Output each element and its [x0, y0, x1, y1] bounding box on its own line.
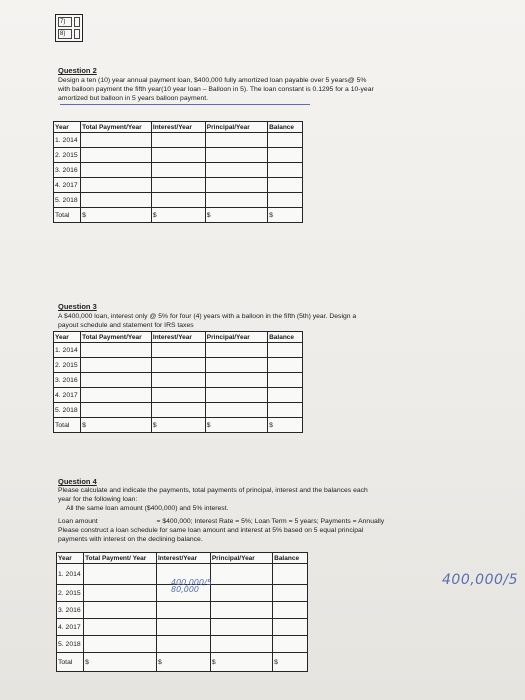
year-cell: 3. 2016 — [54, 163, 81, 178]
table-row — [54, 133, 303, 148]
handwritten-note-line: 80,000 — [171, 585, 199, 594]
year-cell: 2. 2015 — [54, 148, 81, 163]
total-interest-cell: $ — [151, 418, 205, 433]
loan-terms: = $400,000; Interest Rate = 5%; Loan Term = 5 years; Payments = Annually — [156, 518, 385, 525]
table-row — [54, 343, 303, 358]
handwritten-note-line: 400,000/5 — [171, 578, 212, 587]
total-payment-cell: $ — [84, 653, 157, 672]
total-label: Total — [54, 418, 81, 433]
total-interest-cell: $ — [151, 208, 205, 223]
col-interest-header: Interest/Year — [156, 553, 210, 564]
col-total-payment-header: Total Payment/ Year — [84, 553, 157, 564]
total-row — [57, 653, 308, 672]
question-3-line: payout schedule and statement for IRS taxes — [58, 322, 194, 329]
answer-box-table — [55, 14, 83, 42]
year-cell: 3. 2016 — [54, 373, 81, 388]
question-3-line: A $400,000 loan, interest only @ 5% for four (4) years with a balloon in the fifth (5th) year. Design a — [58, 313, 357, 320]
col-year-header: Year — [54, 122, 81, 133]
question-4-table — [56, 552, 308, 672]
year-cell: 2. 2015 — [54, 358, 81, 373]
question-2-title: Question 2 — [58, 66, 97, 75]
answer-row-label: 8) — [58, 29, 72, 39]
total-payment-cell: $ — [81, 208, 152, 223]
question-3-title: Question 3 — [58, 302, 97, 311]
question-3-table — [53, 331, 303, 433]
col-year-header: Year — [54, 332, 81, 343]
year-cell: 5. 2018 — [54, 403, 81, 418]
year-cell: 4. 2017 — [54, 388, 81, 403]
table-row — [57, 636, 308, 653]
question-2-text — [58, 76, 374, 103]
question-2-line: Design a ten (10) year annual payment loan, $400,000 fully amortized loan payable over 5 years@ 5% — [58, 77, 367, 84]
question-2-table — [53, 121, 303, 223]
year-cell: 4. 2017 — [54, 178, 81, 193]
year-cell: 5. 2018 — [54, 193, 81, 208]
answer-row-label: 7) — [58, 17, 72, 27]
total-balance-cell: $ — [268, 208, 303, 223]
year-cell: 1. 2014 — [54, 343, 81, 358]
table-row — [54, 388, 303, 403]
year-cell: 4. 2017 — [57, 619, 84, 636]
table-row — [54, 193, 303, 208]
table-row — [54, 163, 303, 178]
col-balance-header: Balance — [268, 122, 303, 133]
total-balance-cell: $ — [273, 653, 308, 672]
handwritten-margin-note: 400,000/5 — [442, 572, 519, 588]
total-principal-cell: $ — [205, 208, 267, 223]
question-2-line: amortized but balloon in 5 years balloon payment. — [58, 95, 208, 102]
loan-amount-label: Loan amount — [58, 518, 98, 525]
table-row — [54, 403, 303, 418]
question-4-line: Please construct a loan schedule for same loan amount and interest at 5% based on 5 equal principal — [58, 527, 364, 534]
total-payment-cell: $ — [81, 418, 152, 433]
col-principal-header: Principal/Year — [210, 553, 272, 564]
question-4-line: Please calculate and indicate the payments, total payments of principal, interest and the balances each — [58, 487, 368, 494]
question-3-text — [58, 312, 356, 330]
col-interest-header: Interest/Year — [151, 122, 205, 133]
table-row — [54, 178, 303, 193]
table-row — [57, 619, 308, 636]
col-year-header: Year — [57, 553, 84, 564]
total-principal-cell: $ — [205, 418, 267, 433]
col-principal-header: Principal/Year — [205, 122, 267, 133]
col-interest-header: Interest/Year — [151, 332, 205, 343]
table-row — [54, 373, 303, 388]
table-row — [54, 358, 303, 373]
table-row — [54, 148, 303, 163]
question-4-text — [58, 486, 384, 544]
col-balance-header: Balance — [268, 332, 303, 343]
year-cell: 1. 2014 — [54, 133, 81, 148]
question-4-line: All the same loan amount ($400,000) and 5% interest. — [66, 505, 229, 512]
total-interest-cell: $ — [156, 653, 210, 672]
col-principal-header: Principal/Year — [205, 332, 267, 343]
col-total-payment-header: Total Payment/Year — [81, 122, 152, 133]
total-row — [54, 208, 303, 223]
total-label: Total — [54, 208, 81, 223]
col-total-payment-header: Total Payment/Year — [81, 332, 152, 343]
year-cell: 5. 2018 — [57, 636, 84, 653]
handwritten-cell-note — [171, 579, 212, 593]
question-4-line: year for the following loan: — [58, 496, 138, 503]
question-4-title: Question 4 — [58, 477, 97, 486]
pen-underline — [60, 104, 310, 105]
question-2-line: with balloon payment the fifth year(10 year loan – Balloon in 5). The loan constant is 0.1295 for a 10-year — [58, 86, 374, 93]
col-balance-header: Balance — [273, 553, 308, 564]
year-cell: 3. 2016 — [57, 602, 84, 619]
total-row — [54, 418, 303, 433]
total-balance-cell: $ — [268, 418, 303, 433]
total-principal-cell: $ — [210, 653, 272, 672]
question-4-line: payments with interest on the declining balance. — [58, 536, 203, 543]
total-label: Total — [57, 653, 84, 672]
year-cell: 1. 2014 — [57, 564, 84, 585]
table-row — [57, 602, 308, 619]
year-cell: 2. 2015 — [57, 585, 84, 602]
